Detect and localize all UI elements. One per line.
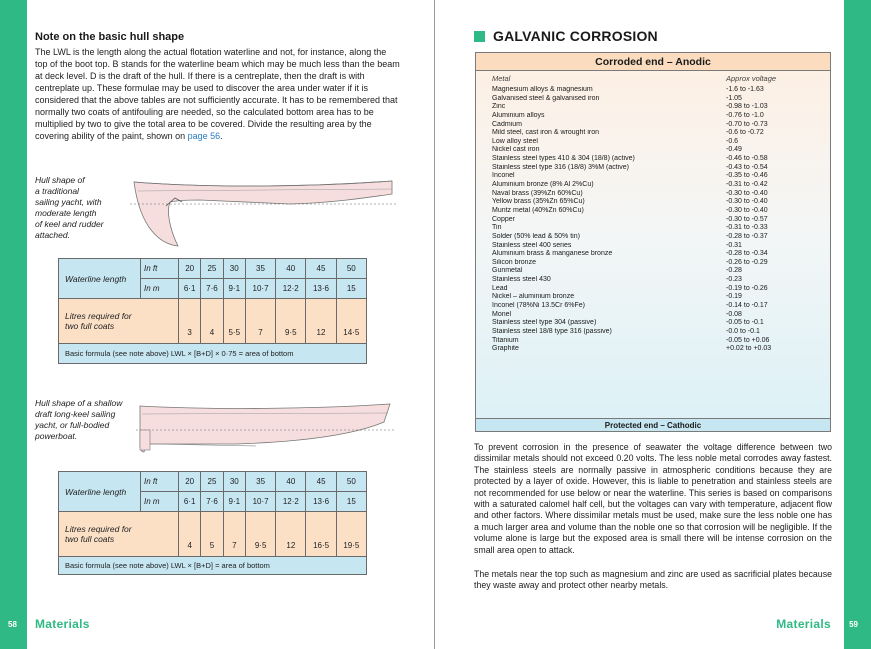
- caption-line: attached.: [35, 230, 70, 240]
- title-square-icon: [474, 31, 485, 42]
- paragraph-sacrificial: The metals near the top such as magnesium and zinc are used as sacrificial plates because they waste away and protect other nearby metals.: [474, 569, 832, 591]
- unit-ft: In ft: [141, 472, 179, 492]
- m-cell: 15: [336, 492, 366, 512]
- galvanic-body: [476, 71, 830, 418]
- m-cell: 10·7: [245, 492, 275, 512]
- note-body-text: The LWL is the length along the actual flotation waterline and not, for instance, along the top of the boot top. B stands for the waterline beam which may be much less than the beam at deck level. D is the draft of the hull. If there is a centreplate, then the draft is with centreplate up. These formulae may be used to discover the area under water if it is considered that the above tables are not sufficiently accurate. It has to be remembered that normally two coats of antifouling are needed, so the calculated bottom area has to be multiplied by two to give the total area to be covered. Divide the resulting area by the covering ability of the paint, shown on: [35, 47, 400, 141]
- metal-name: Stainless steel types 410 & 304 (18/8) (active): [492, 155, 635, 163]
- litres-cell: 14·5: [336, 299, 366, 344]
- galvanic-row: [492, 155, 822, 164]
- metal-voltage: -0.26 to -0.29: [726, 258, 768, 266]
- metal-voltage: -0.49: [726, 146, 742, 154]
- ft-cell: 45: [306, 259, 336, 279]
- ft-cell: 40: [276, 472, 306, 492]
- litres-label: [59, 512, 179, 557]
- page-56-link[interactable]: page 56: [187, 131, 221, 141]
- page-spine: [434, 0, 435, 649]
- galvanic-row: [492, 138, 822, 147]
- galvanic-row: [492, 345, 822, 354]
- m-cell: 13·6: [306, 279, 336, 299]
- section-title: [474, 28, 658, 44]
- footer-section-right: Materials: [776, 617, 831, 631]
- metal-voltage: -0.08: [726, 310, 742, 318]
- unit-m: In m: [141, 492, 179, 512]
- litres-cell: 5: [201, 512, 223, 557]
- galvanic-row: [492, 207, 822, 216]
- table-hull1-paint: [58, 258, 367, 364]
- metal-name: Monel: [492, 310, 512, 318]
- metal-name: Muntz metal (40%Zn 60%Cu): [492, 206, 584, 214]
- metal-voltage: -0.30 to -0.40: [726, 198, 768, 206]
- m-cell: 12·2: [276, 279, 306, 299]
- m-cell: 15: [336, 279, 366, 299]
- metal-name: Magnesium alloys & magnesium: [492, 86, 593, 93]
- metal-voltage: -0.6: [726, 137, 739, 145]
- galvanic-row: [492, 337, 822, 346]
- note-body-end: .: [220, 131, 223, 141]
- ft-cell: 35: [245, 472, 275, 492]
- metal-voltage: -0.98 to -1.03: [726, 103, 768, 111]
- galvanic-row: [492, 198, 822, 207]
- ft-cell: 20: [179, 259, 201, 279]
- metal-name: Stainless steel 430: [492, 276, 551, 284]
- metal-voltage: -0.05 to -0.1: [726, 319, 764, 327]
- page-number-left: 58: [8, 620, 17, 629]
- m-cell: 6·1: [179, 492, 201, 512]
- metal-name: Stainless steel 18/8 type 316 (passive): [492, 327, 612, 335]
- litres-label-line: Litres required for: [65, 311, 132, 321]
- litres-cell: 9·5: [245, 512, 275, 557]
- litres-label: [59, 299, 179, 344]
- litres-cell: 4: [179, 512, 201, 557]
- metal-voltage: +0.02 to +0.03: [726, 345, 772, 353]
- metal-voltage: -0.30 to -0.40: [726, 206, 768, 214]
- metal-voltage: -0.35 to -0.46: [726, 172, 768, 180]
- metal-voltage: -0.31: [726, 241, 742, 249]
- metal-voltage: -0.30 to -0.57: [726, 215, 768, 223]
- unit-ft: In ft: [141, 259, 179, 279]
- metal-name: Galvanised steel & galvanised iron: [492, 94, 600, 102]
- paragraph-prevention: To prevent corrosion in the presence of seawater the voltage difference between two dissimilar metals should not exceed 0.20 volts. The less noble metal corrodes away fastest. The stainless steels are normally passive in atmospheric conditions because they are protected by a layer of oxide. However, this is liable to penetration and stainless steels are not recommended for use below or near the waterline. This series is based on comparisons with a saturated calomel half cell, but the voltages can vary with temperature, adjacent flow and other factors. Where dissimilar metals must be used, make sure the less noble one has a much larger area and volume than the noble one so that corrosion will be negligible. If the volume alone is large but the exposed area is small there will be intense corrosion on the small area open to attack.: [474, 442, 832, 555]
- metal-voltage: -0.14 to -0.17: [726, 302, 768, 310]
- col-header-voltage: Approx voltage: [726, 74, 777, 83]
- m-cell: 9·1: [223, 492, 245, 512]
- waterline-label: Waterline length: [59, 472, 141, 512]
- galvanic-row: [492, 242, 822, 251]
- galvanic-row: [492, 146, 822, 155]
- metal-name: Tin: [492, 224, 502, 232]
- galvanic-row: [492, 190, 822, 199]
- galvanic-row: [492, 233, 822, 242]
- caption-line: powerboat.: [35, 431, 78, 441]
- metal-name: Graphite: [492, 345, 519, 353]
- caption-line: sailing yacht, with: [35, 197, 102, 207]
- metal-name: Gunmetal: [492, 267, 523, 275]
- waterline-label: Waterline length: [59, 259, 141, 299]
- metal-voltage: -0.28: [726, 267, 742, 275]
- galvanic-row: [492, 172, 822, 181]
- ft-cell: 30: [223, 259, 245, 279]
- litres-cell: 19·5: [336, 512, 366, 557]
- galvanic-row: [492, 86, 822, 95]
- metal-voltage: -0.6 to -0.72: [726, 129, 764, 137]
- metal-voltage: -0.05 to +0.06: [726, 336, 770, 344]
- table-hull2-paint: [58, 471, 367, 575]
- ft-cell: 45: [306, 472, 336, 492]
- galvanic-row: [492, 311, 822, 320]
- metal-name: Copper: [492, 215, 515, 223]
- hull1-illustration: [130, 176, 400, 254]
- metal-voltage: -0.70 to -0.73: [726, 120, 768, 128]
- hull2-illustration: [136, 400, 396, 460]
- litres-label-line: two full coats: [65, 321, 115, 331]
- litres-cell: 9·5: [276, 299, 306, 344]
- galvanic-row: [492, 121, 822, 130]
- m-cell: 6·1: [179, 279, 201, 299]
- litres-label-line: two full coats: [65, 534, 115, 544]
- litres-cell: 5·5: [223, 299, 245, 344]
- metal-voltage: -1.05: [726, 94, 742, 102]
- galvanic-row: [492, 224, 822, 233]
- galvanic-row: [492, 328, 822, 337]
- caption-line: Hull shape of a shallow: [35, 398, 123, 408]
- footer-section-left: Materials: [35, 617, 90, 631]
- metal-name: Silicon bronze: [492, 258, 536, 266]
- ft-cell: 40: [276, 259, 306, 279]
- litres-cell: 7: [245, 299, 275, 344]
- metal-name: Stainless steel type 316 (18/8) 3%M (active): [492, 163, 629, 171]
- metal-voltage: -0.23: [726, 276, 742, 284]
- metal-name: Low alloy steel: [492, 137, 538, 145]
- galvanic-row: [492, 259, 822, 268]
- ft-cell: 20: [179, 472, 201, 492]
- metal-voltage: -0.31 to -0.42: [726, 181, 768, 189]
- litres-cell: 12: [306, 299, 336, 344]
- metal-voltage: -0.43 to -0.54: [726, 163, 768, 171]
- col-header-metal: Metal: [492, 74, 511, 83]
- galvanic-row: [492, 216, 822, 225]
- galvanic-row: [492, 285, 822, 294]
- metal-voltage: -0.30 to -0.40: [726, 189, 768, 197]
- metal-voltage: -1.6 to -1.63: [726, 86, 764, 93]
- caption-line: Hull shape of: [35, 175, 85, 185]
- metal-voltage: -0.31 to -0.33: [726, 224, 768, 232]
- metal-name: Solder (50% lead & 50% tin): [492, 232, 580, 240]
- metal-name: Stainless steel type 304 (passive): [492, 319, 597, 327]
- litres-label-line: Litres required for: [65, 524, 132, 534]
- formula-text: Basic formula (see note above) LWL × [B+D] × 0·75 = area of bottom: [59, 344, 367, 364]
- metal-name: Nickel cast iron: [492, 146, 540, 154]
- left-margin-bar: [0, 0, 27, 649]
- unit-m: In m: [141, 279, 179, 299]
- metal-name: Mild steel, cast iron & wrought iron: [492, 129, 599, 137]
- metal-name: Nickel – aluminium bronze: [492, 293, 575, 301]
- metal-name: Aluminium bronze (8% Al 2%Cu): [492, 181, 594, 189]
- m-cell: 10·7: [245, 279, 275, 299]
- galvanic-row: [492, 129, 822, 138]
- metal-name: Naval brass (39%Zn 60%Cu): [492, 189, 583, 197]
- metal-voltage: -0.28 to -0.34: [726, 250, 768, 258]
- galvanic-row: [492, 293, 822, 302]
- metal-name: Inconel: [492, 172, 515, 180]
- m-cell: 7·6: [201, 279, 223, 299]
- hull2-caption: [35, 398, 122, 442]
- caption-line: draft long-keel sailing: [35, 409, 116, 419]
- ft-cell: 50: [336, 259, 366, 279]
- m-cell: 9·1: [223, 279, 245, 299]
- metal-voltage: -0.19 to -0.26: [726, 284, 768, 292]
- m-cell: 7·6: [201, 492, 223, 512]
- galvanic-rows: [492, 86, 822, 354]
- metal-name: Aluminium brass & manganese bronze: [492, 250, 613, 258]
- note-body: [35, 46, 400, 142]
- galvanic-row: [492, 319, 822, 328]
- metal-voltage: -0.0 to -0.1: [726, 327, 760, 335]
- litres-cell: 12: [276, 512, 306, 557]
- galvanic-row: [492, 181, 822, 190]
- metal-name: Yellow brass (35%Zn 65%Cu): [492, 198, 585, 206]
- metal-name: Lead: [492, 284, 508, 292]
- section-title-text: GALVANIC CORROSION: [493, 28, 658, 44]
- galvanic-row: [492, 103, 822, 112]
- caption-line: of keel and rudder: [35, 219, 104, 229]
- litres-cell: 4: [201, 299, 223, 344]
- galvanic-row: [492, 164, 822, 173]
- ft-cell: 35: [245, 259, 275, 279]
- note-title: Note on the basic hull shape: [35, 31, 185, 43]
- galvanic-header-anodic: Corroded end – Anodic: [476, 53, 830, 71]
- galvanic-footer-cathodic: Protected end – Cathodic: [476, 418, 830, 431]
- galvanic-row: [492, 276, 822, 285]
- galvanic-series-table: [475, 52, 831, 432]
- metal-voltage: -0.46 to -0.58: [726, 155, 768, 163]
- m-cell: 12·2: [276, 492, 306, 512]
- metal-name: Stainless steel 400 series: [492, 241, 572, 249]
- litres-cell: 16·5: [306, 512, 336, 557]
- caption-line: yacht, or full-bodied: [35, 420, 110, 430]
- m-cell: 13·6: [306, 492, 336, 512]
- metal-voltage: -0.19: [726, 293, 742, 301]
- litres-cell: 3: [179, 299, 201, 344]
- metal-voltage: -0.76 to -1.0: [726, 111, 764, 119]
- galvanic-row: [492, 250, 822, 259]
- metal-name: Titanium: [492, 336, 519, 344]
- ft-cell: 25: [201, 472, 223, 492]
- metal-name: Zinc: [492, 103, 506, 111]
- caption-line: moderate length: [35, 208, 97, 218]
- galvanic-row: [492, 267, 822, 276]
- ft-cell: 30: [223, 472, 245, 492]
- metal-voltage: -0.28 to -0.37: [726, 232, 768, 240]
- caption-line: a traditional: [35, 186, 79, 196]
- ft-cell: 50: [336, 472, 366, 492]
- metal-name: Cadmium: [492, 120, 522, 128]
- hull1-caption: [35, 175, 104, 241]
- galvanic-row: [492, 112, 822, 121]
- galvanic-row: [492, 302, 822, 311]
- metal-name: Inconel (78%Ni 13.5Cr 6%Fe): [492, 302, 585, 310]
- ft-cell: 25: [201, 259, 223, 279]
- page-number-right: 59: [849, 620, 858, 629]
- litres-cell: 7: [223, 512, 245, 557]
- right-margin-bar: [844, 0, 871, 649]
- formula-text: Basic formula (see note above) LWL × [B+D] = area of bottom: [59, 557, 367, 575]
- metal-name: Aluminium alloys: [492, 111, 545, 119]
- galvanic-row: [492, 95, 822, 104]
